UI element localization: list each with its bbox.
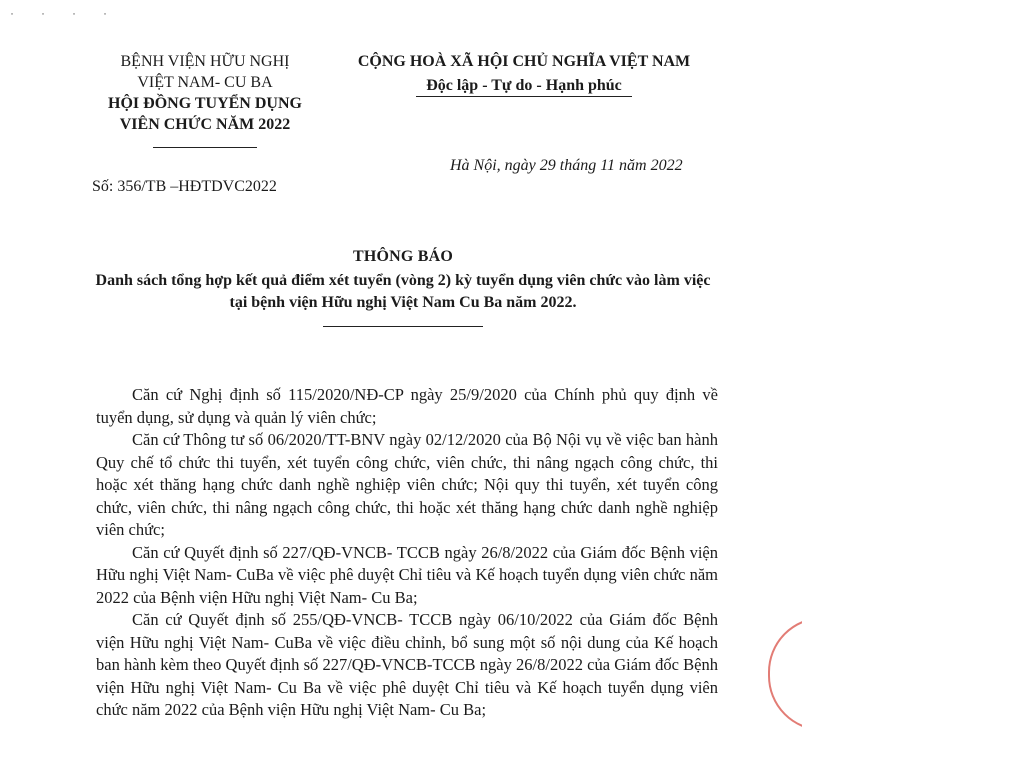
issuer-line-3: HỘI ĐỒNG TUYỂN DỤNG bbox=[108, 95, 302, 112]
paragraph: Căn cứ Nghị định số 115/2020/NĐ-CP ngày 25/9/2020 của Chính phủ quy định về tuyển dụng, sử dụng và quản lý viên chức; bbox=[96, 385, 718, 427]
issuer-block bbox=[70, 51, 340, 148]
national-header bbox=[330, 50, 718, 99]
issuer-line-2: VIỆT NAM- CU BA bbox=[137, 74, 273, 91]
viewer-margin bbox=[808, 0, 1010, 776]
issuer-line-1: BỆNH VIỆN HỮU NGHỊ bbox=[120, 53, 290, 70]
document-number: Số: 356/TB –HĐTDVC2022 bbox=[92, 178, 277, 195]
date-line: Hà Nội, ngày 29 tháng 11 năm 2022 bbox=[450, 157, 683, 174]
title-underline bbox=[323, 326, 483, 327]
country-name: CỘNG HOÀ XÃ HỘI CHỦ NGHĨA VIỆT NAM bbox=[357, 53, 691, 70]
paragraph: Căn cứ Thông tư số 06/2020/TT-BNV ngày 02/12/2020 của Bộ Nội vụ về việc ban hành Quy chế tổ chức thi tuyển, xét tuyển công chức, viên chức, thi nâng ngạch công chức, thi hoặc xét thăng hạng chức danh nghề nghiệp viên chức; Nội quy thi tuyển, xét tuyển công chức, viên chức, thi nâng ngạch công chức, thi hoặc xét thăng hạng chức danh nghề nghiệp viên chức; bbox=[96, 430, 718, 539]
document-body bbox=[96, 384, 718, 722]
document-title: THÔNG BÁO bbox=[352, 248, 454, 265]
scan-specks: ˙ ˙ ˙ ˙ bbox=[10, 10, 119, 24]
paragraph: Căn cứ Quyết định số 255/QĐ-VNCB- TCCB ngày 06/10/2022 của Giám đốc Bệnh viện Hữu nghị Việt Nam- CuBa về việc điều chỉnh, bổ sung một số nội dung của Kế hoạch ban hành kèm theo Quyết định số 227/QĐ-VNCB-TCCB ngày 26/8/2022 của Giám đốc Bệnh viện Hữu nghị Việt Nam- Cu Ba về việc phê duyệt Chỉ tiêu và Kế hoạch tuyển dụng viên chức năm 2022 của Bệnh viện Hữu nghị Việt Nam- Cu Ba; bbox=[96, 610, 718, 719]
document-title-block bbox=[90, 246, 716, 327]
document-subtitle: Danh sách tổng hợp kết quả điểm xét tuyển (vòng 2) kỳ tuyển dụng viên chức vào làm việc tại bệnh viện Hữu nghị Việt Nam Cu Ba năm 2022. bbox=[95, 272, 711, 311]
issuer-line-4: VIÊN CHỨC NĂM 2022 bbox=[119, 116, 291, 133]
motto-underline bbox=[416, 96, 632, 97]
national-motto: Độc lập - Tự do - Hạnh phúc bbox=[426, 77, 622, 94]
paragraph: Căn cứ Quyết định số 227/QĐ-VNCB- TCCB ngày 26/8/2022 của Giám đốc Bệnh viện Hữu nghị Việt Nam- CuBa về việc phê duyệt Chỉ tiêu và Kế hoạch tuyển dụng viên chức năm 2022 của Bệnh viện Hữu nghị Việt Nam- Cu Ba; bbox=[96, 542, 718, 607]
issuer-underline bbox=[153, 147, 257, 148]
